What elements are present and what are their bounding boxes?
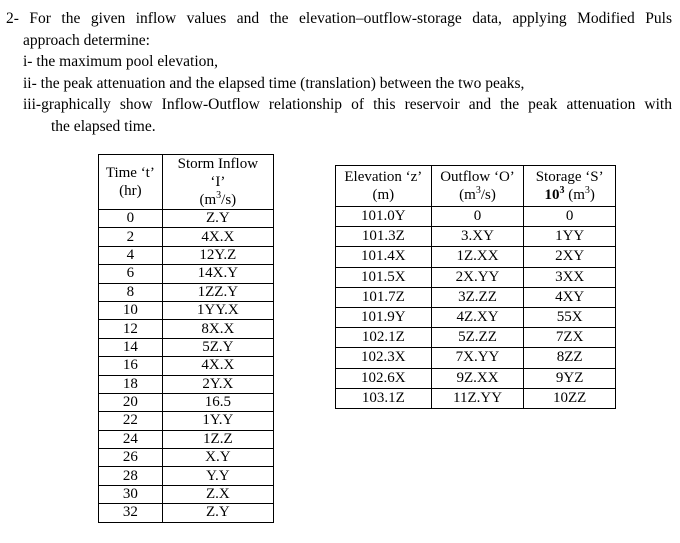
storage-cell: 7ZX [524,328,616,348]
storage-header-unit: $10^3$ $(m^3)$ [544,185,595,203]
time-header-label: Time ‘t’ [105,165,155,181]
storage-header [524,166,616,207]
time-cell: 6 [99,265,163,283]
elevation-cell: 101.3Z [336,227,432,247]
inflow-cell: 1Z.Z [162,430,273,448]
time-cell: 12 [99,320,163,338]
time-header [99,155,163,210]
time-header-unit: (hr) [119,183,142,199]
outflow-cell: 1Z.XX [431,247,524,267]
table-row [99,485,274,503]
outflow-cell: 3Z.ZZ [431,287,524,307]
storage-header-label: Storage ‘S’ [535,169,604,185]
inflow-cell: Z.Y [162,210,273,228]
elevation-cell: 101.7Z [336,287,432,307]
time-cell: 32 [99,504,163,522]
question-intro-line2: approach determine: [23,31,150,49]
inflow-cell: 16.5 [162,393,273,411]
time-cell: 18 [99,375,163,393]
storage-cell: 55X [524,307,616,327]
time-cell: 24 [99,430,163,448]
inflow-cell: 2Y.X [162,375,273,393]
outflow-cell: 3.XY [431,227,524,247]
table-row [99,265,274,283]
inflow-cell: 1Y.Y [162,412,273,430]
outflow-header-unit: $(m^3/s)$ [459,185,496,203]
question-item-2: ii- the peak attenuation and the elapsed time (translation) between the two peaks, [23,74,525,92]
inflow-table-header [99,155,274,210]
table-row [99,338,274,356]
question-intro-line1: 2- For the given inflow values and the elevation–outflow-storage data, applying Modified Puls [6,10,672,27]
inflow-cell: Z.Y [162,504,273,522]
table-row [336,287,616,307]
storage-cell: 3XX [524,267,616,287]
outflow-cell: 4Z.XY [431,307,524,327]
time-cell: 0 [99,210,163,228]
inflow-cell: 4X.X [162,357,273,375]
time-cell: 10 [99,301,163,319]
table-row [336,207,616,227]
question-item-1: i- the maximum pool elevation, [23,53,218,70]
table-row [99,246,274,264]
table-row [99,283,274,301]
inflow-cell: 12Y.Z [162,246,273,264]
elevation-header-label: Elevation ‘z’ [344,169,423,185]
elevation-cell: 103.1Z [336,388,432,408]
table-row [99,412,274,430]
time-cell: 16 [99,357,163,375]
outflow-header [431,166,524,207]
outflow-cell: 0 [431,207,524,227]
table-row [99,504,274,522]
table-row [99,210,274,228]
table-row [99,393,274,411]
outflow-header-label: Outflow ‘O’ [440,169,515,185]
elevation-cell: 102.1Z [336,328,432,348]
elevation-cell: 101.9Y [336,307,432,327]
inflow-cell: 14X.Y [162,265,273,283]
inflow-header-label: Storm Inflow [177,156,259,172]
outflow-cell: 2X.YY [431,267,524,287]
inflow-cell: Z.X [162,485,273,503]
elevation-outflow-storage-table [335,165,616,409]
time-cell: 28 [99,467,163,485]
question-item-3: iii-graphically show Inflow-Outflow relationship of this reservoir and the peak attenuation with [23,96,672,113]
time-cell: 22 [99,412,163,430]
inflow-cell: 4X.X [162,228,273,246]
elevation-cell: 101.0Y [336,207,432,227]
storage-cell: 8ZZ [524,348,616,368]
inflow-cell: 8X.X [162,320,273,338]
elevation-cell: 101.4X [336,247,432,267]
inflow-table [98,154,274,523]
table-row [336,267,616,287]
elevation-cell: 101.5X [336,267,432,287]
table-row [99,467,274,485]
inflow-header-unit: $(m^3/s)$ [199,190,237,208]
elevation-header [336,166,432,207]
inflow-cell: Y.Y [162,467,273,485]
time-cell: 4 [99,246,163,264]
eos-table-header [336,166,616,207]
table-row [336,247,616,267]
time-cell: 14 [99,338,163,356]
storage-cell: 0 [524,207,616,227]
inflow-cell: 5Z.Y [162,338,273,356]
outflow-cell: 9Z.XX [431,368,524,388]
time-cell: 30 [99,485,163,503]
inflow-cell: 1YY.X [162,301,273,319]
storage-cell: 1YY [524,227,616,247]
time-cell: 20 [99,393,163,411]
table-row [336,388,616,408]
table-row [99,375,274,393]
table-row [99,228,274,246]
elevation-header-unit: (m) [372,187,395,203]
storage-cell: 10ZZ [524,388,616,408]
inflow-cell: 1ZZ.Y [162,283,273,301]
table-row [99,301,274,319]
inflow-header-symbol: ‘I’ [210,174,226,190]
outflow-cell: 7X.YY [431,348,524,368]
storage-cell: 2XY [524,247,616,267]
inflow-cell: X.Y [162,449,273,467]
time-cell: 26 [99,449,163,467]
table-row [336,227,616,247]
table-row [99,320,274,338]
table-row [99,430,274,448]
question-item-3-continuation: the elapsed time. [51,117,156,135]
elevation-cell: 102.3X [336,348,432,368]
table-row [336,307,616,327]
inflow-header [162,155,273,210]
table-row [336,328,616,348]
storage-cell: 9YZ [524,368,616,388]
time-cell: 2 [99,228,163,246]
question-text [6,8,672,137]
table-row [99,357,274,375]
elevation-cell: 102.6X [336,368,432,388]
table-row [336,368,616,388]
storage-cell: 4XY [524,287,616,307]
time-cell: 8 [99,283,163,301]
outflow-cell: 5Z.ZZ [431,328,524,348]
table-row [336,348,616,368]
table-row [99,449,274,467]
outflow-cell: 11Z.YY [431,388,524,408]
